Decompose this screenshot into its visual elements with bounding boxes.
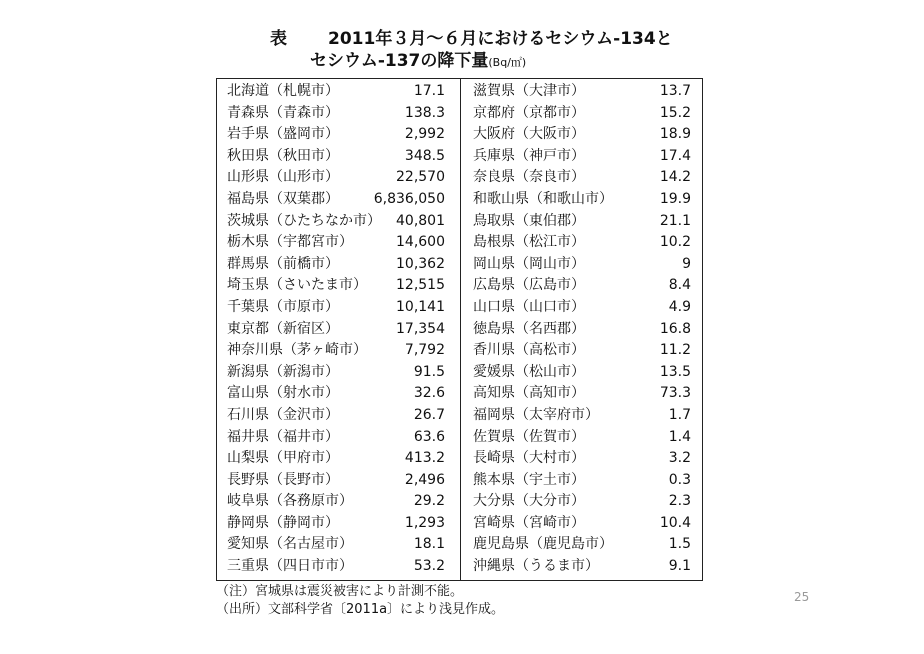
table-row <box>227 556 449 578</box>
prefecture-name: 福島県（双葉郡） <box>227 190 339 207</box>
prefecture-name: 鹿児島県（鹿児島市） <box>473 536 613 553</box>
prefecture-name: 山口県（山口市） <box>473 298 585 315</box>
prefecture-name: 長野県（長野市） <box>227 471 339 488</box>
table-row <box>227 470 449 492</box>
left-column <box>227 81 449 578</box>
table-row <box>227 211 449 233</box>
fallout-table <box>216 78 703 581</box>
fallout-value: 413.2 <box>404 450 445 467</box>
fallout-value: 2,496 <box>404 471 445 488</box>
prefecture-name: 奈良県（奈良市） <box>473 169 585 186</box>
prefecture-name: 茨城県（ひたちなか市） <box>227 212 381 229</box>
table-row <box>473 254 695 276</box>
prefecture-name: 北海道（札幌市） <box>227 83 339 99</box>
note-source: （出所）文部科学省〔2011a〕により浅見作成。 <box>216 602 505 617</box>
prefecture-name: 宮崎県（宮崎市） <box>473 514 585 531</box>
fallout-value: 2.3 <box>668 493 691 510</box>
prefecture-name: 愛媛県（松山市） <box>473 363 585 380</box>
prefecture-name: 京都府（京都市） <box>473 104 585 121</box>
footnotes <box>216 583 504 619</box>
fallout-value: 1.5 <box>668 536 691 553</box>
table-row <box>227 491 449 513</box>
prefecture-name: 徳島県（名西郡） <box>473 320 585 337</box>
fallout-value: 10.2 <box>659 234 691 251</box>
table-row <box>473 362 695 384</box>
prefecture-name: 福井県（福井市） <box>227 428 339 445</box>
fallout-value: 12,515 <box>396 277 445 294</box>
title-line-1: 2011年３月～６月におけるセシウム-134と <box>328 29 673 49</box>
table-row <box>227 340 449 362</box>
table-row <box>227 534 449 556</box>
fallout-value: 348.5 <box>404 147 445 164</box>
table-row <box>473 189 695 211</box>
prefecture-name: 岐阜県（各務原市） <box>227 493 353 510</box>
prefecture-name: 長崎県（大村市） <box>473 450 585 467</box>
table-row <box>473 232 695 254</box>
fallout-value: 18.9 <box>659 126 691 143</box>
fallout-value: 29.2 <box>413 493 445 510</box>
fallout-value: 26.7 <box>413 406 445 423</box>
table-row <box>473 297 695 319</box>
prefecture-name: 鳥取県（東伯郡） <box>473 212 585 229</box>
table-row <box>227 146 449 168</box>
page-number: 25 <box>794 590 810 604</box>
prefecture-name: 東京都（新宿区） <box>227 320 339 337</box>
prefecture-name: 大分県（大分市） <box>473 493 585 510</box>
fallout-value: 15.2 <box>659 104 691 121</box>
table-row <box>473 81 695 103</box>
prefecture-name: 三重県（四日市市） <box>227 558 353 575</box>
prefecture-name: 和歌山県（和歌山市） <box>473 190 613 207</box>
fallout-value: 9 <box>682 255 691 272</box>
fallout-value: 0.3 <box>668 471 691 488</box>
prefecture-name: 兵庫県（神戸市） <box>473 147 585 164</box>
fallout-value: 1,293 <box>404 514 445 531</box>
fallout-value: 1.7 <box>668 406 691 423</box>
fallout-value: 53.2 <box>413 558 445 575</box>
table-row <box>473 275 695 297</box>
table-row <box>227 362 449 384</box>
fallout-value: 6,836,050 <box>373 190 445 207</box>
fallout-value: 63.6 <box>413 428 445 445</box>
note-measurement: （注）宮城県は震災被害により計測不能。 <box>216 584 464 599</box>
prefecture-name: 栃木県（宇都宮市） <box>227 234 353 251</box>
fallout-value: 22,570 <box>396 169 445 186</box>
table-row <box>227 513 449 535</box>
table-row <box>227 405 449 427</box>
unit-label: (Bq/㎡) <box>488 56 527 69</box>
table-row <box>227 189 449 211</box>
table-row <box>473 103 695 125</box>
table-row <box>473 556 695 578</box>
fallout-value: 16.8 <box>659 320 691 337</box>
prefecture-name: 青森県（青森市） <box>227 104 339 121</box>
table-row <box>227 448 449 470</box>
fallout-value: 10,141 <box>396 298 445 315</box>
fallout-value: 18.1 <box>413 536 445 553</box>
table-row <box>473 513 695 535</box>
table-title <box>270 28 690 72</box>
table-row <box>473 448 695 470</box>
table-row <box>227 81 449 103</box>
prefecture-name: 高知県（高知市） <box>473 385 585 402</box>
table-row <box>473 211 695 233</box>
fallout-value: 73.3 <box>659 385 691 402</box>
table-row <box>227 427 449 449</box>
table-row <box>473 470 695 492</box>
table-row <box>227 232 449 254</box>
fallout-value: 7,792 <box>404 342 445 359</box>
prefecture-name: 秋田県（秋田市） <box>227 147 339 164</box>
prefecture-name: 熊本県（宇土市） <box>473 471 585 488</box>
fallout-value: 11.2 <box>659 342 691 359</box>
fallout-value: 10.4 <box>659 514 691 531</box>
prefecture-name: 富山県（射水市） <box>227 385 339 402</box>
prefecture-name: 沖縄県（うるま市） <box>473 558 599 575</box>
table-label: 表 <box>270 29 287 49</box>
fallout-value: 13.5 <box>659 363 691 380</box>
table-row <box>473 383 695 405</box>
fallout-value: 9.1 <box>668 558 691 575</box>
table-row <box>473 124 695 146</box>
fallout-value: 14,600 <box>396 234 445 251</box>
fallout-value: 17.4 <box>659 147 691 164</box>
prefecture-name: 佐賀県（佐賀市） <box>473 428 585 445</box>
table-row <box>227 254 449 276</box>
fallout-value: 3.2 <box>668 450 691 467</box>
fallout-value: 8.4 <box>668 277 691 294</box>
fallout-value: 21.1 <box>659 212 691 229</box>
prefecture-name: 群馬県（前橋市） <box>227 255 339 272</box>
prefecture-name: 静岡県（静岡市） <box>227 514 339 531</box>
table-row <box>473 167 695 189</box>
prefecture-name: 千葉県（市原市） <box>227 298 339 315</box>
table-row <box>227 275 449 297</box>
fallout-value: 13.7 <box>659 83 691 99</box>
table-row <box>473 405 695 427</box>
fallout-value: 14.2 <box>659 169 691 186</box>
fallout-value: 10,362 <box>396 255 445 272</box>
prefecture-name: 新潟県（新潟市） <box>227 363 339 380</box>
table-row <box>227 167 449 189</box>
table-row <box>473 146 695 168</box>
column-divider <box>460 79 461 580</box>
table-row <box>227 297 449 319</box>
table-row <box>473 534 695 556</box>
prefecture-name: 岡山県（岡山市） <box>473 255 585 272</box>
prefecture-name: 福岡県（太宰府市） <box>473 406 599 423</box>
fallout-value: 17.1 <box>413 83 445 99</box>
prefecture-name: 香川県（高松市） <box>473 342 585 359</box>
fallout-value: 138.3 <box>404 104 445 121</box>
prefecture-name: 岩手県（盛岡市） <box>227 126 339 143</box>
fallout-value: 2,992 <box>404 126 445 143</box>
prefecture-name: 神奈川県（茅ヶ崎市） <box>227 342 367 359</box>
table-row <box>227 383 449 405</box>
prefecture-name: 山梨県（甲府市） <box>227 450 339 467</box>
table-row <box>473 340 695 362</box>
prefecture-name: 島根県（松江市） <box>473 234 585 251</box>
fallout-value: 32.6 <box>413 385 445 402</box>
fallout-value: 1.4 <box>668 428 691 445</box>
prefecture-name: 愛知県（名古屋市） <box>227 536 353 553</box>
fallout-value: 17,354 <box>396 320 445 337</box>
fallout-value: 19.9 <box>659 190 691 207</box>
fallout-value: 91.5 <box>413 363 445 380</box>
title-line-2: セシウム-137の降下量 <box>310 51 489 71</box>
fallout-value: 4.9 <box>668 298 691 315</box>
prefecture-name: 滋賀県（大津市） <box>473 83 585 99</box>
table-row <box>227 124 449 146</box>
prefecture-name: 広島県（広島市） <box>473 277 585 294</box>
table-row <box>473 319 695 341</box>
table-row <box>473 427 695 449</box>
prefecture-name: 石川県（金沢市） <box>227 406 339 423</box>
right-column <box>473 81 695 578</box>
table-row <box>227 319 449 341</box>
prefecture-name: 埼玉県（さいたま市） <box>227 277 367 294</box>
table-row <box>473 491 695 513</box>
table-row <box>227 103 449 125</box>
prefecture-name: 大阪府（大阪市） <box>473 126 585 143</box>
fallout-value: 40,801 <box>396 212 445 229</box>
prefecture-name: 山形県（山形市） <box>227 169 339 186</box>
